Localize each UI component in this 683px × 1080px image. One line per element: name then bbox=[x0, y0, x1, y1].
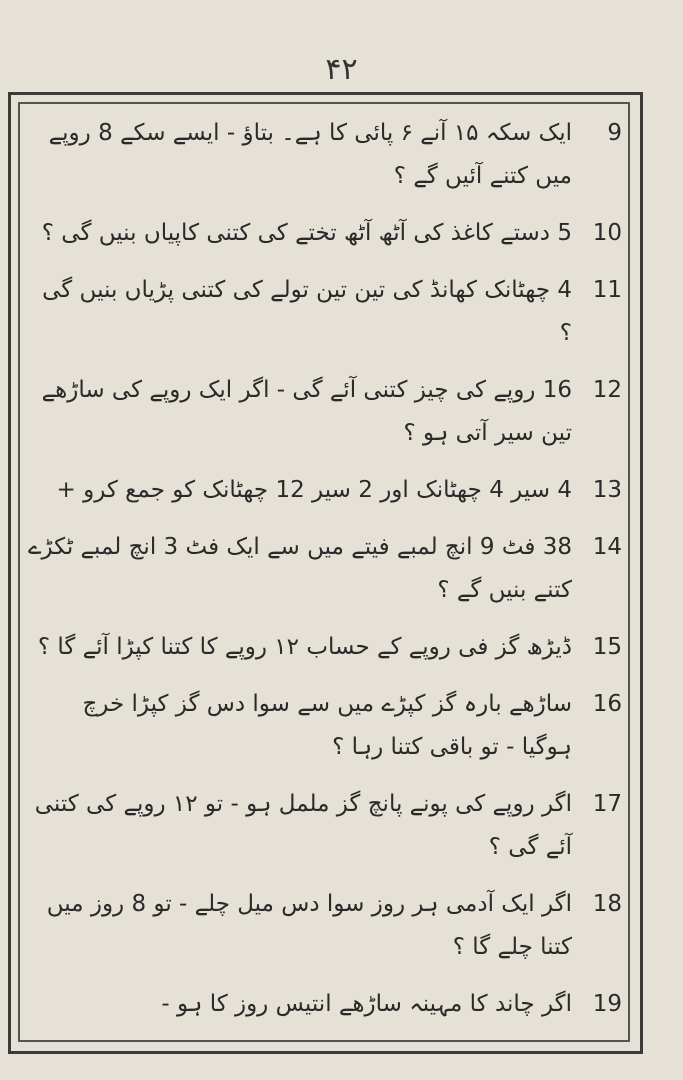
problem-text: 4 سیر 4 چھٹانک اور 2 سیر 12 چھٹانک کو جمع کرو + bbox=[56, 477, 572, 503]
problem-item bbox=[26, 269, 622, 355]
problem-list bbox=[26, 112, 622, 1040]
problem-item bbox=[26, 983, 622, 1026]
problem-item bbox=[26, 626, 622, 669]
problem-number: 16 bbox=[592, 691, 622, 717]
problem-text: اگر روپے کی پونے پانچ گز ململ ہو - تو ۱۲ روپے کی کتنی آئے گی ؟ bbox=[34, 791, 572, 860]
problem-item bbox=[26, 683, 622, 769]
problem-number: 12 bbox=[592, 377, 622, 403]
problem-number: 11 bbox=[592, 277, 622, 303]
problem-number: 15 bbox=[592, 634, 622, 660]
problem-number: 9 bbox=[607, 120, 622, 146]
problem-number: 18 bbox=[592, 891, 622, 917]
problem-text: ایک سکہ ۱۵ آنے ۶ پائی کا ہے۔ بتاؤ - ایسے سکے 8 روپے میں کتنے آئیں گے ؟ bbox=[48, 120, 572, 189]
problem-item bbox=[26, 369, 622, 455]
problem-text: ساڑھے بارہ گز کپڑے میں سے سوا دس گز کپڑا خرچ ہوگیا - تو باقی کتنا رہا ؟ bbox=[82, 691, 572, 760]
problem-item bbox=[26, 112, 622, 198]
problem-item bbox=[26, 469, 622, 512]
problem-item bbox=[26, 212, 622, 255]
problem-number: 17 bbox=[592, 791, 622, 817]
problem-number: 14 bbox=[592, 534, 622, 560]
problem-text: اگر ایک آدمی ہر روز سوا دس میل چلے - تو 8 روز میں کتنا چلے گا ؟ bbox=[46, 891, 572, 960]
problem-text: ڈیڑھ گز فی روپے کے حساب ۱۲ روپے کا کتنا کپڑا آئے گا ؟ bbox=[37, 634, 572, 660]
problem-text: 5 دستے کاغذ کی آٹھ آٹھ تختے کی کتنی کاپیاں بنیں گی ؟ bbox=[41, 220, 572, 246]
problem-text: 4 چھٹانک کھانڈ کی تین تین تولے کی کتنی پڑیاں بنیں گی ؟ bbox=[42, 277, 572, 346]
problem-item bbox=[26, 883, 622, 969]
problem-text: 16 روپے کی چیز کتنی آئے گی - اگر ایک روپے کی ساڑھے تین سیر آتی ہو ؟ bbox=[41, 377, 572, 446]
problem-text: اگر چاند کا مہینہ ساڑھے انتیس روز کا ہو - bbox=[161, 991, 572, 1017]
problem-item bbox=[26, 783, 622, 869]
problem-number: 19 bbox=[592, 991, 622, 1017]
problem-text: 38 فٹ 9 انچ لمبے فیتے میں سے ایک فٹ 3 انچ لمبے ٹکڑے کتنے بنیں گے ؟ bbox=[27, 534, 572, 603]
problem-item bbox=[26, 526, 622, 612]
page-number: ۴۲ bbox=[325, 52, 358, 87]
problem-number: 10 bbox=[592, 220, 622, 246]
problem-number: 13 bbox=[592, 477, 622, 503]
